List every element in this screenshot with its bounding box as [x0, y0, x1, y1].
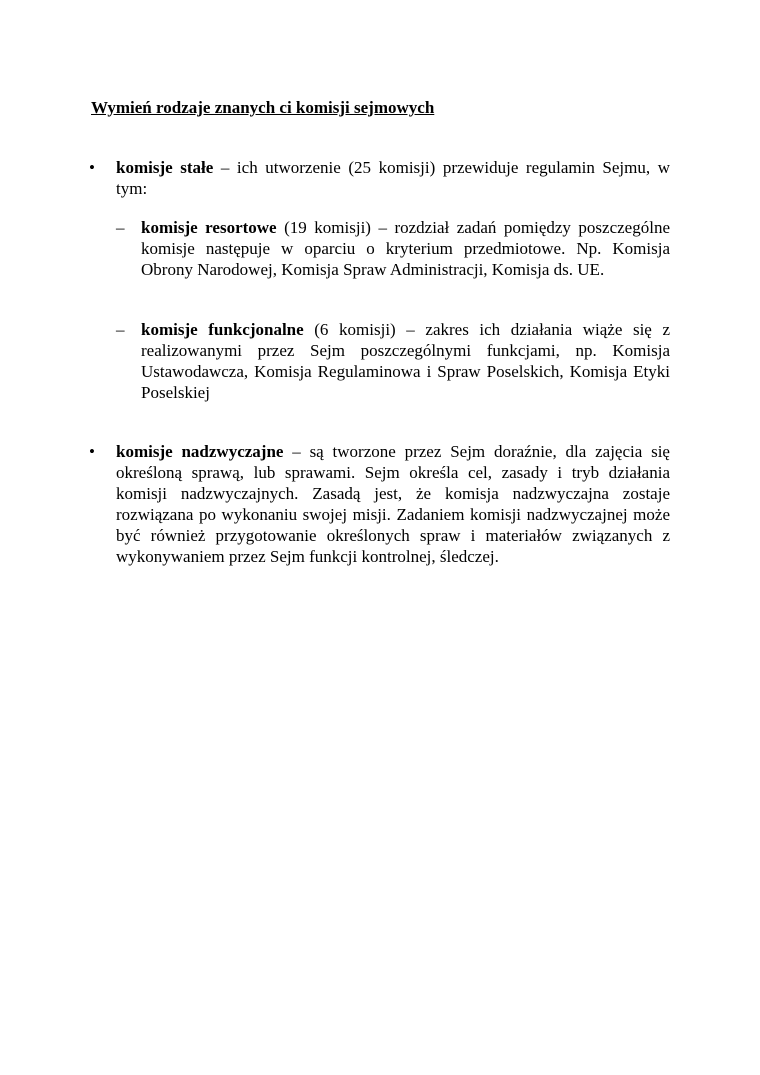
bullet-icon: • [89, 158, 95, 177]
term-departmental-committees: komisje resortowe [141, 218, 277, 237]
term-standing-committees: komisje stałe [116, 158, 214, 177]
sublist-item-departmental-committees [141, 217, 670, 280]
dash-icon: – [116, 320, 125, 339]
list-item-extraordinary-committees [116, 441, 670, 567]
description-extraordinary-committees: – są tworzone przez Sejm doraźnie, dla zajęcia się określoną sprawą, lub sprawami. Sejm określa cel, zasady i tryb działania komisji nadzwyczajnych. Zasadą jest, że komisja nadzwyczajna zostaje rozwiązana po wykonaniu swojej misji. Zadaniem komisji nadzwyczajnej może być również przygotowanie określonych spraw i materiałów związanych z wykonywaniem przez Sejm funkcji kontrolnej, śledczej. [116, 442, 670, 566]
list-item-standing-committees [116, 157, 670, 199]
term-extraordinary-committees: komisje nadzwyczajne [116, 442, 284, 461]
description-departmental-committees: (19 komisji) – rozdział zadań pomiędzy poszczególne komisje następuje w oparciu o kryterium przedmiotowe. Np. Komisja Obrony Narodowej, Komisja Spraw Administracji, Komisja ds. UE. [141, 218, 670, 279]
bullet-icon: • [89, 442, 95, 461]
description-functional-committees: (6 komisji) – zakres ich działania wiąże się z realizowanymi przez Sejm poszczególnymi funkcjami, np. Komisja Ustawodawcza, Komisja Regulaminowa i Spraw Poselskich, Komisja Etyki Poselskiej [141, 320, 670, 402]
document-title: Wymień rodzaje znanych ci komisji sejmowych [91, 98, 435, 117]
sublist-item-functional-committees [141, 319, 670, 403]
description-standing-committees: – ich utworzenie (25 komisji) przewiduje regulamin Sejmu, w tym: [116, 158, 670, 198]
term-functional-committees: komisje funkcjonalne [141, 320, 304, 339]
dash-icon: – [116, 218, 125, 237]
